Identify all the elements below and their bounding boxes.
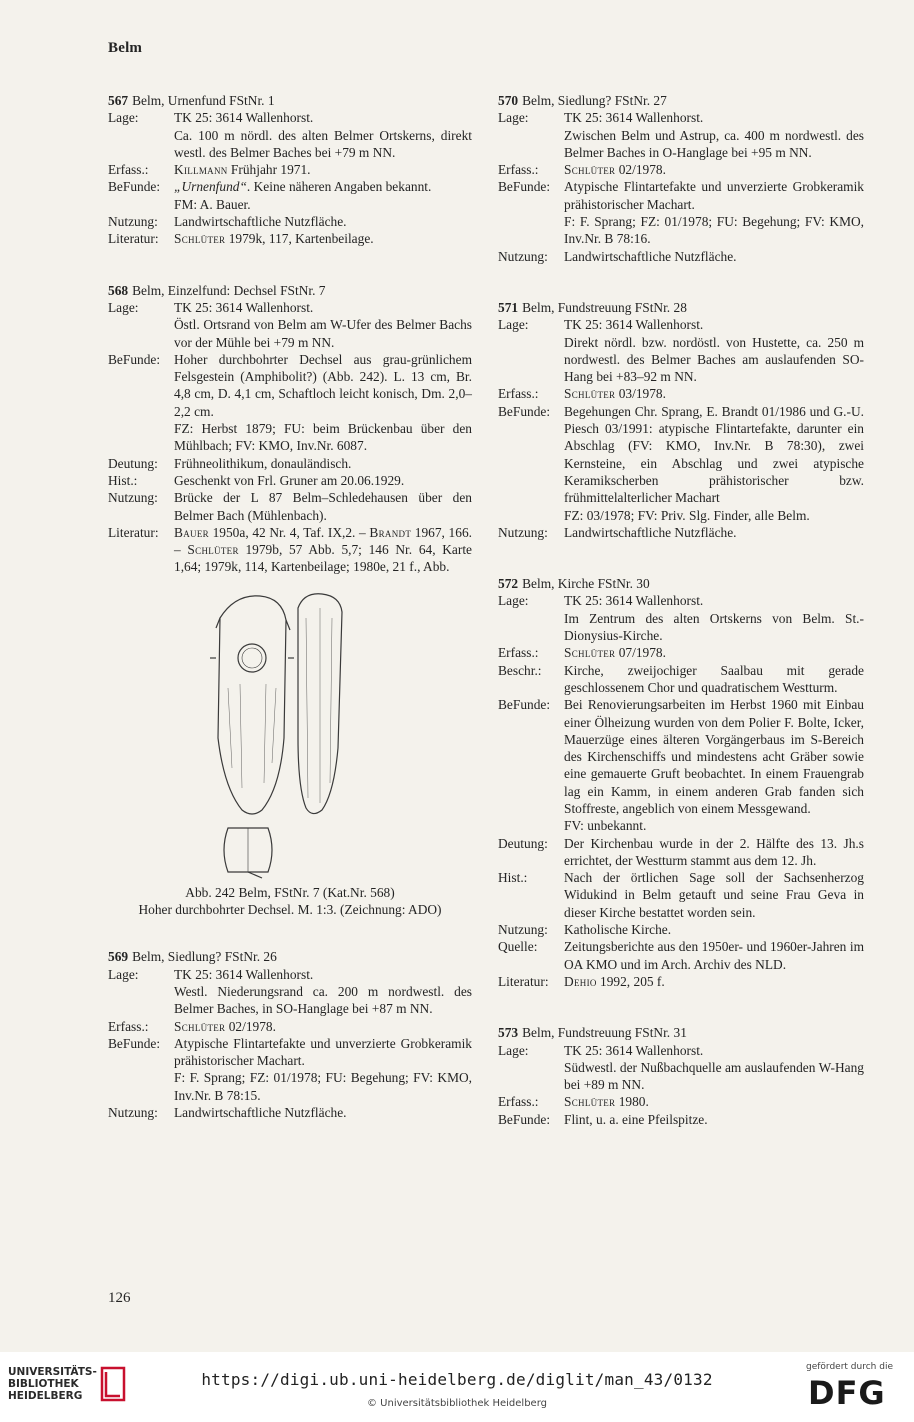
- right-column: [498, 92, 864, 1162]
- entry-573: 573 Belm, Fundstreuung FStNr. 31 Lage: TK 25: 3614 Wallenhorst. Südwestl. der Nußbachquelle am auslaufenden W-Hang bei +89 m NN. Erfass.: Schlüter 1980. BeFunde: Flint, u. a. eine Pfeilspitze.: [498, 1025, 864, 1127]
- figure-adze-drawing: [108, 588, 472, 919]
- left-column: [108, 92, 472, 1155]
- dfg-logo[interactable]: DFG: [808, 1374, 886, 1412]
- figure-caption: Abb. 242 Belm, FStNr. 7 (Kat.Nr. 568) Hoher durchbohrter Dechsel. M. 1:3. (Zeichnung: ADO): [138, 884, 442, 918]
- funding-note: gefördert durch die: [806, 1362, 893, 1372]
- copyright-notice: © Universitätsbibliothek Heidelberg: [366, 1398, 547, 1409]
- entry-567: 567 Belm, Urnenfund FStNr. 1 Lage: TK 25: 3614 Wallenhorst. Ca. 100 m nördl. des alten Belmer Ortskerns, direkt westl. des Belmer Baches bei +79 m NN. Erfass.: Killmann Frühjahr 1971. BeFunde: „Urnenfund“. Keine näheren Angaben bekannt. FM: A. Bauer. Nutzung: Landwirtschaftliche Nutzfläche. Literatur: Schlüter 1979k, 117, Kartenbeilage.: [108, 93, 472, 247]
- footer-bar: [0, 1352, 914, 1422]
- entry-572: 572 Belm, Kirche FStNr. 30 Lage: TK 25: 3614 Wallenhorst. Im Zentrum des alten Ortskerns von Belm. St.-Dionysius-Kirche. Erfass.: Schlüter 07/1978. Beschr.: Kirche, zweijochiger Saalbau mit gerade geschlossenem Chor und quadratischem Westturm. BeFunde: Bei Renovierungsarbeiten im Herbst 1960 mit Einbau einer Ölheizung wurden von dem Polier F. Bolte, Icker, Mauerzüge eines älteren Vorgängerbaus im S-Bereich des Kirchenschiffs und mindestens acht Gräber sowie eine gemauerte Gruft beobachtet. In einem Frauengrab lag ein Kamm, in einem anderen Grab fanden sich Stoffreste, angeblich von einem Messgewand. FV: unbekannt. Deutung: Der Kirchenbau wurde in der 2. Hälfte des 13. Jh.s errichtet, der Westturm stammt aus dem 12. Jh. Hist.: Nach der örtlichen Sage soll der Sachsenherzog Widukind in Belm getauft und seine Frau Geva in dieser Kirche bestattet worden sein. Nutzung: Katholische Kirche. Quelle: Zeitungsberichte aus den 1950er- und 1960er-Jahren im OA KMO und im Arch. Archiv des NLD. Literatur: Dehio 1992, 205 f.: [498, 576, 864, 989]
- running-header: Belm: [108, 40, 143, 56]
- page-number: 126: [108, 1290, 131, 1306]
- entry-570: 570 Belm, Siedlung? FStNr. 27 Lage: TK 25: 3614 Wallenhorst. Zwischen Belm und Astrup, ca. 400 m nordwestl. des Belmer Baches in O-Hanglage bei +95 m NN. Erfass.: Schlüter 02/1978. BeFunde: Atypische Flintartefakte und unverzierte Grobkeramik prähistorischer Machart. F: F. Sprang; FZ: 01/1978; FU: Begehung; FV: KMO, Inv.Nr. B 78:16. Nutzung: Landwirtschaftliche Nutzfläche.: [498, 93, 864, 264]
- permalink-url[interactable]: https://digi.ub.uni-heidelberg.de/diglit/man_43/0132: [201, 1370, 713, 1389]
- ub-heidelberg-logo[interactable]: UNIVERSITÄTS- BIBLIOTHEK HEIDELBERG: [8, 1366, 97, 1402]
- entry-571: 571 Belm, Fundstreuung FStNr. 28 Lage: TK 25: 3614 Wallenhorst. Direkt nördl. bzw. nordöstl. von Hustette, ca. 250 m nordwestl. des Belmer Baches am auslaufenden SO-Hang bei +83–92 m NN. Erfass.: Schlüter 03/1978. BeFunde: Begehungen Chr. Sprang, E. Brandt 01/1986 und G.-U. Piesch 03/1991: atypische Flintartefakte, darunter ein Abschlag (FV: KMO, Inv.Nr. B 78:30), zwei Kernsteine, ein Abschlag und zwei atypische Keramikscherben prähistorischer bzw. frühmittelalterlicher Machart FZ: 03/1978; FV: Priv. Slg. Finder, alle Belm. Nutzung: Landwirtschaftliche Nutzfläche.: [498, 299, 864, 540]
- entry-title: 567 Belm, Urnenfund FStNr. 1: [108, 93, 275, 108]
- entry-569: 569 Belm, Siedlung? FStNr. 26 Lage: TK 25: 3614 Wallenhorst. Westl. Niederungsrand ca. 200 m nordwestl. des Belmer Baches, in SO-Hanglage bei +87 m NN. Erfass.: Schlüter 02/1978. BeFunde: Atypische Flintartefakte und unverzierte Grobkeramik prähistorischer Machart. F: F. Sprang; FZ: 01/1978; FU: Begehung; FV: KMO, Inv.Nr. B 78:15. Nutzung: Landwirtschaftliche Nutzfläche.: [108, 949, 472, 1120]
- adze-drawing: [180, 588, 400, 884]
- entry-568: 568 Belm, Einzelfund: Dechsel FStNr. 7 Lage: TK 25: 3614 Wallenhorst. Östl. Ortsrand von Belm am W-Ufer des Belmer Bachs vor der Mühle bei +79 m NN. BeFunde: Hoher durchbohrter Dechsel aus grau-grünlichem Felsgestein (Amphibolit?) (Abb. 242). L. 13 cm, Br. 4,8 cm, D. 4,1 cm, Schaftloch leicht konisch, Dm. 2,0–2,2 cm. FZ: Herbst 1879; FU: beim Brückenbau über den Mühlbach; FV: KMO, Inv.Nr. 6087. Deutung: Frühneolithikum, donauländisch. Hist.: Geschenkt von Frl. Gruner am 20.06.1929. Nutzung: Brücke der L 87 Belm–Schledehausen über den Belmer Bach (Mühlenbach). Literatur: Bauer 1950a, 42 Nr. 4, Taf. IX,2. – Brandt 1967, 166. – Schlüter 1979b, 57 Abb. 5,7; 146 Nr. 64, Karte 1,64; 1979k, 114, Kartenbeilage; 1980e, 21 f., Abb.: [108, 282, 472, 575]
